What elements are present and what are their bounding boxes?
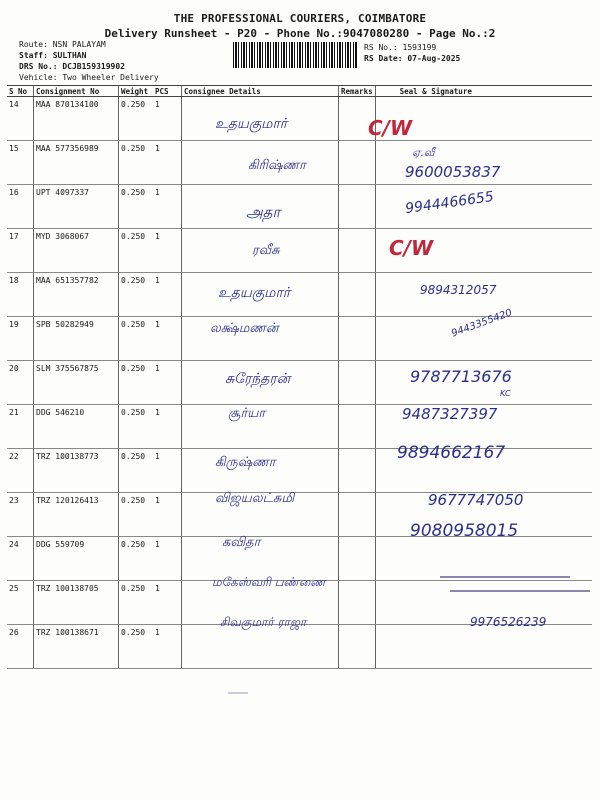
col-header-consignment: Consignment No bbox=[34, 86, 119, 97]
col-header-consignee: Consignee Details bbox=[182, 86, 339, 97]
handwritten-name-row14: உதயகுமார் bbox=[215, 116, 288, 132]
cell-remarks bbox=[339, 229, 376, 273]
handwritten-name-row17: ரவீசு bbox=[252, 243, 280, 258]
handwritten-phone-row16: 9944466655 bbox=[404, 188, 495, 218]
cell-consignment: UPT 4097337 bbox=[34, 185, 119, 229]
handwritten-phone-row18: 9894312057 bbox=[420, 283, 497, 297]
handwritten-name-row15: கிரிஷ்ணா bbox=[248, 158, 306, 173]
barcode-image bbox=[233, 42, 358, 68]
table-row bbox=[7, 185, 592, 229]
table-row bbox=[7, 317, 592, 361]
cell-sno: 16 bbox=[7, 185, 34, 229]
cell-weight: 0.250 bbox=[119, 449, 154, 493]
cell-weight: 0.250 bbox=[119, 361, 154, 405]
col-header-weight: Weight bbox=[119, 86, 154, 97]
table-row bbox=[7, 229, 592, 273]
cell-pcs: 1 bbox=[153, 185, 182, 229]
cell-pcs: 1 bbox=[153, 141, 182, 185]
cell-remarks bbox=[339, 273, 376, 317]
cell-pcs: 1 bbox=[153, 493, 182, 537]
handwritten-phone-row15: 9600053837 bbox=[405, 163, 501, 181]
cell-consignment: TRZ 120126413 bbox=[34, 493, 119, 537]
cell-remarks bbox=[339, 317, 376, 361]
handwritten-name-row23: விஜயலட்சுமி bbox=[215, 491, 295, 506]
cell-pcs: 1 bbox=[153, 581, 182, 625]
cell-weight: 0.250 bbox=[119, 493, 154, 537]
cell-consignment: MAA 870134100 bbox=[34, 97, 119, 141]
cell-sno: 24 bbox=[7, 537, 34, 581]
cell-pcs: 1 bbox=[153, 537, 182, 581]
handwritten-phone-row24: 9080958015 bbox=[410, 521, 519, 541]
handwritten-name-row18: உதயகுமார் bbox=[218, 285, 291, 301]
cell-pcs: 1 bbox=[153, 273, 182, 317]
table-row bbox=[7, 405, 592, 449]
runsheet-meta-left bbox=[19, 39, 159, 83]
cell-consignment: SPB 50282949 bbox=[34, 317, 119, 361]
cell-weight: 0.250 bbox=[119, 273, 154, 317]
cell-consignment: TRZ 100138705 bbox=[34, 581, 119, 625]
handwritten-phone-row22: 9894662167 bbox=[397, 443, 506, 463]
col-header-remarks: Remarks bbox=[339, 86, 376, 97]
cell-pcs: 1 bbox=[153, 625, 182, 669]
table-row bbox=[7, 97, 592, 141]
handwritten-name-row22: கிருஷ்ணா bbox=[215, 455, 276, 470]
cell-consignee bbox=[182, 625, 339, 669]
cell-remarks bbox=[339, 581, 376, 625]
cell-sno: 26 bbox=[7, 625, 34, 669]
cell-remarks bbox=[339, 185, 376, 229]
route-text: Route: NSN PALAYAM bbox=[19, 40, 106, 49]
cell-weight: 0.250 bbox=[119, 141, 154, 185]
cell-signature bbox=[375, 625, 592, 669]
cell-weight: 0.250 bbox=[119, 537, 154, 581]
rs-date-text: RS Date: 07-Aug-2025 bbox=[364, 54, 461, 63]
runsheet-subtitle: Delivery Runsheet - P20 - Phone No.:9047080280 - Page No.:2 bbox=[104, 27, 496, 40]
cell-remarks bbox=[339, 141, 376, 185]
cell-weight: 0.250 bbox=[119, 405, 154, 449]
cell-sno: 22 bbox=[7, 449, 34, 493]
handwritten-name-row20: சுரேந்தரன் bbox=[225, 371, 291, 387]
cell-remarks bbox=[339, 361, 376, 405]
cell-pcs: 1 bbox=[153, 317, 182, 361]
col-header-signature: Seal & Signature bbox=[375, 86, 592, 97]
cell-consignment: TRZ 100138773 bbox=[34, 449, 119, 493]
cell-consignment: DDG 546210 bbox=[34, 405, 119, 449]
scribble-strike-row25b bbox=[450, 590, 590, 592]
cell-sno: 18 bbox=[7, 273, 34, 317]
handwritten-kc-note: KC bbox=[500, 389, 511, 398]
cell-pcs: 1 bbox=[153, 361, 182, 405]
cell-remarks bbox=[339, 405, 376, 449]
cell-pcs: 1 bbox=[153, 229, 182, 273]
col-header-sno: S No bbox=[7, 86, 34, 97]
col-header-pcs: PCS bbox=[153, 86, 182, 97]
handwritten-name-row26: சிவகுமார் ராஜா bbox=[220, 615, 307, 629]
cell-pcs: 1 bbox=[153, 405, 182, 449]
table-header-row bbox=[7, 86, 592, 97]
handwritten-phone-row19: 9443355420 bbox=[450, 307, 514, 340]
stray-mark bbox=[228, 692, 248, 694]
drs-text: DRS No.: DCJB159319902 bbox=[19, 62, 125, 71]
cell-weight: 0.250 bbox=[119, 185, 154, 229]
cell-remarks bbox=[339, 625, 376, 669]
handwritten-phone-row21: 9487327397 bbox=[402, 405, 498, 423]
table-row bbox=[7, 537, 592, 581]
handwritten-name-row24: கவிதா bbox=[222, 535, 261, 550]
cell-sno: 25 bbox=[7, 581, 34, 625]
cell-consignment: MAA 577356989 bbox=[34, 141, 119, 185]
staff-text: Staff: SULTHAN bbox=[19, 51, 87, 60]
handwritten-phone-row26: 9976526239 bbox=[470, 615, 547, 629]
cell-weight: 0.250 bbox=[119, 229, 154, 273]
handwritten-cw-2: C/W bbox=[389, 236, 434, 260]
handwritten-name-row25: மகேஸ்வரி பண்ணை bbox=[212, 575, 326, 589]
cell-signature bbox=[375, 537, 592, 581]
cell-consignment: TRZ 100138671 bbox=[34, 625, 119, 669]
handwritten-name-row16: அதா bbox=[246, 203, 281, 221]
cell-remarks bbox=[339, 493, 376, 537]
scribble-strike-row25a bbox=[440, 576, 570, 578]
cell-consignment: MAA 651357782 bbox=[34, 273, 119, 317]
handwritten-phone-row23: 9677747050 bbox=[428, 491, 524, 509]
cell-sno: 17 bbox=[7, 229, 34, 273]
cell-sno: 23 bbox=[7, 493, 34, 537]
company-title: THE PROFESSIONAL COURIERS, COIMBATORE bbox=[173, 12, 427, 25]
handwritten-phone-row20: 9787713676 bbox=[410, 367, 512, 386]
handwritten-name-row19: லக்ஷ்மணன் bbox=[210, 321, 279, 336]
cell-consignment: DDG 559709 bbox=[34, 537, 119, 581]
cell-weight: 0.250 bbox=[119, 625, 154, 669]
handwritten-sign-row15: ஏ.வீ bbox=[412, 146, 435, 159]
cell-remarks bbox=[339, 449, 376, 493]
handwritten-name-row21: சூர்யா bbox=[228, 406, 266, 421]
cell-weight: 0.250 bbox=[119, 581, 154, 625]
cell-weight: 0.250 bbox=[119, 97, 154, 141]
cell-weight: 0.250 bbox=[119, 317, 154, 361]
vehicle-text: Vehicle: Two Wheeler Delivery bbox=[19, 73, 159, 82]
rs-number-text: RS No.: 1593199 bbox=[364, 43, 437, 52]
handwritten-cw-1: C/W bbox=[368, 116, 413, 140]
cell-pcs: 1 bbox=[153, 449, 182, 493]
cell-consignment: SLM 375567875 bbox=[34, 361, 119, 405]
cell-pcs: 1 bbox=[153, 97, 182, 141]
cell-sno: 14 bbox=[7, 97, 34, 141]
cell-sno: 20 bbox=[7, 361, 34, 405]
cell-sno: 21 bbox=[7, 405, 34, 449]
cell-consignment: MYD 3068067 bbox=[34, 229, 119, 273]
cell-remarks bbox=[339, 537, 376, 581]
cell-sno: 19 bbox=[7, 317, 34, 361]
table-row bbox=[7, 625, 592, 669]
runsheet-meta-right bbox=[364, 42, 460, 64]
cell-sno: 15 bbox=[7, 141, 34, 185]
